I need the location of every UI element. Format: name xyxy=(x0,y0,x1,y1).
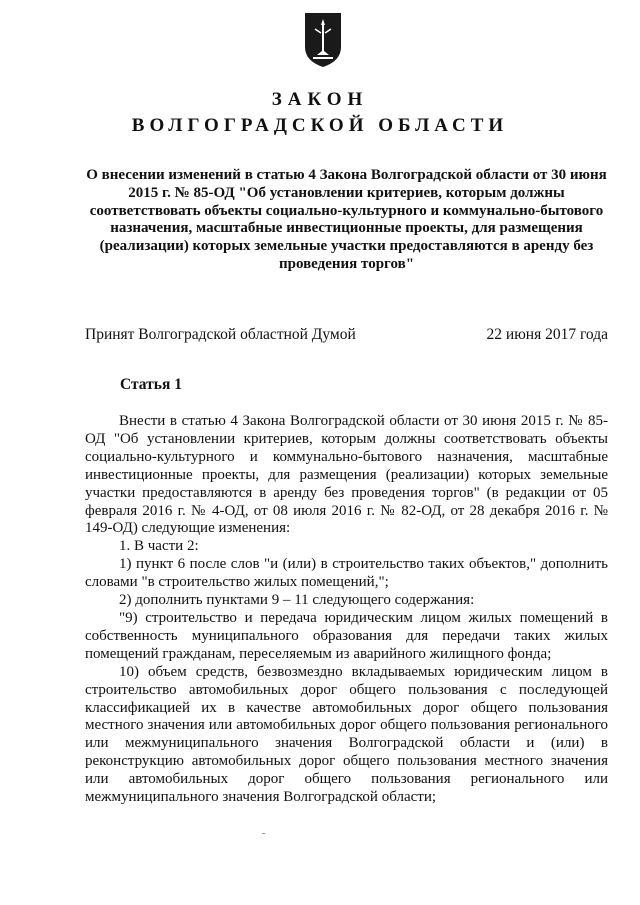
paragraph: 1. В части 2: xyxy=(119,538,199,555)
article-body xyxy=(85,413,608,807)
coat-of-arms-emblem xyxy=(303,11,343,69)
paragraph: 2) дополнить пунктами 9 – 11 следующего содержания: xyxy=(119,592,475,609)
paragraph: "9) строительство и передача юридическим лицом жилых помещений в собственность муниципального образования для передачи таких жилых помещений гражданам, переселяемым из аварийного жилищного фонда; xyxy=(85,609,608,662)
region-title: ВОЛГОГРАДСКОЙ ОБЛАСТИ xyxy=(131,115,509,136)
article-heading: Статья 1 xyxy=(120,376,182,393)
paragraph: 10) объем средств, безвозмездно вкладываемых юридическим лицом в строительство автомобильных дорог общего пользования с последующей классификацией их в качестве автомобильных дорог общего пользования местного значения или автомобильных дорог общего пользования регионального или межмуниципального значения Волгоградской области и (или) в реконструкцию автомобильных дорог общего пользования местного значения или автомобильных дорог общего пользования регионального или межмуниципального значения Волгоградской области; xyxy=(85,663,608,806)
law-title: ЗАКОН xyxy=(271,89,369,110)
law-subject: О внесении изменений в статью 4 Закона Волгоградской области от 30 июня 2015 г. № 85-ОД "Об установлении критериев, которым должны соответствовать объекты социально-культурного и коммунально-бытового назначения, масштабные инвестиционные проекты, для размещения (реализации) которых земельные участки предоставляются в аренду без проведения торгов" xyxy=(86,167,607,272)
paragraph: 1) пункт 6 после слов "и (или) в строительство таких объектов," дополнить словами "в строительство жилых помещений,"; xyxy=(85,556,608,591)
scan-speck xyxy=(262,833,265,834)
adopted-by: Принят Волгоградской областной Думой xyxy=(85,326,356,343)
adopted-date: 22 июня 2017 года xyxy=(486,326,608,343)
paragraph: Внести в статью 4 Закона Волгоградской области от 30 июня 2015 г. № 85-ОД "Об установлении критериев, которым должны соответствовать объекты социально-культурного и коммунально-бытового назначения, масштабные инвестиционные проекты, для размещения (реализации) которых земельные участки предоставляются в аренду без проведения торгов" (в редакции от 05 февраля 2016 г. № 4-ОД, от 08 июля 2016 г. № 82-ОД, от 28 декабря 2016 г. № 149-ОД) следующие изменения: xyxy=(85,413,608,537)
